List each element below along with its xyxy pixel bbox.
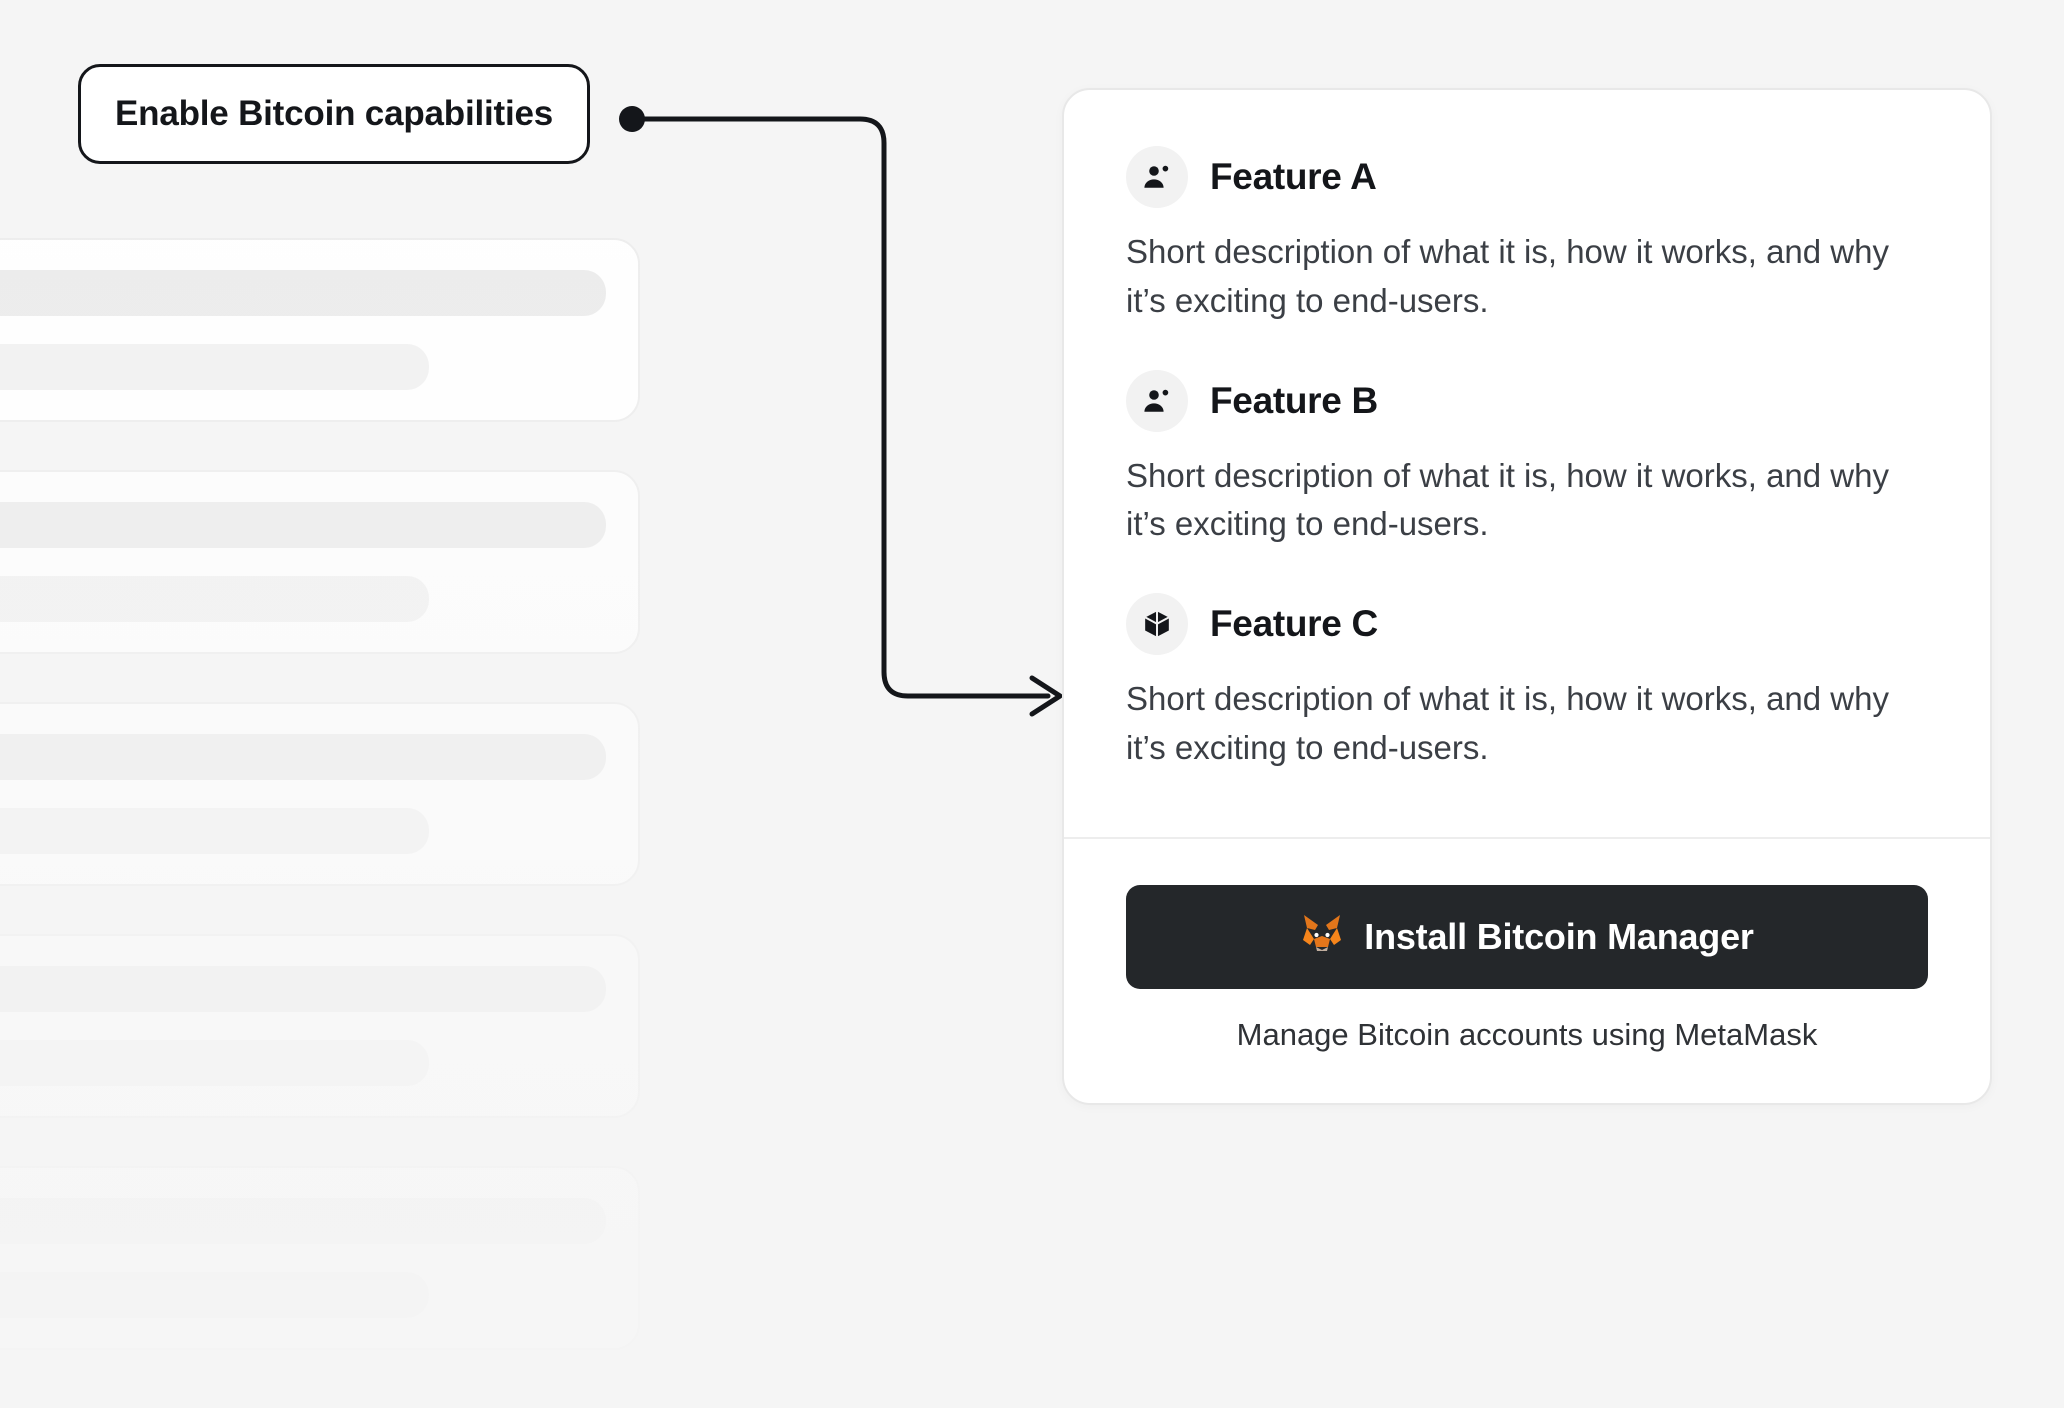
feature-item [1126,146,1928,326]
feature-header [1126,370,1928,432]
feature-item [1126,593,1928,773]
feature-description: Short description of what it is, how it works, and why it’s exciting to end-users. [1126,456,1889,543]
ghost-list-item [0,470,640,654]
install-button-label: Install Bitcoin Manager [1364,915,1754,957]
ghost-bar [0,576,429,622]
metamask-fox-icon [1300,912,1344,961]
user-badge-icon [1126,370,1188,432]
ghost-list-item [0,238,640,422]
connector-path [632,119,1048,696]
feature-header [1126,593,1928,655]
ghost-bar [0,734,606,780]
panel-footer [1064,839,1990,1103]
feature-title: Feature C [1210,603,1378,645]
ghost-list-item [0,1166,640,1350]
annotation-callout [78,64,590,164]
ghost-list-item [0,702,640,886]
ghost-bar [0,502,606,548]
ghost-bar [0,1272,429,1318]
ghost-bar [0,1040,429,1086]
feature-description: Short description of what it is, how it works, and why it’s exciting to end-users. [1126,233,1889,319]
user-badge-icon [1126,146,1188,208]
feature-list [1064,90,1990,831]
ghost-bar [0,808,429,854]
connector-start-dot [619,106,645,132]
feature-panel [1062,88,1992,1105]
annotation-callout-label: Enable Bitcoin capabilities [115,94,554,133]
ghost-bar [0,966,606,1012]
ghost-bar [0,344,429,390]
feature-item [1126,370,1928,550]
feature-description: Short description of what it is, how it works, and why it’s exciting to end-users. [1126,680,1889,767]
ghost-list-item [0,934,640,1118]
feature-title: Feature B [1210,379,1378,421]
feature-title: Feature A [1210,156,1377,197]
ghost-bar [0,270,606,316]
connector-arrowhead [1032,678,1060,714]
footer-note: Manage Bitcoin accounts using MetaMask [1236,1016,1818,1052]
feature-header [1126,146,1928,208]
ghost-bar [0,1198,606,1244]
cube-icon [1126,593,1188,655]
install-bitcoin-manager-button[interactable] [1126,885,1928,989]
